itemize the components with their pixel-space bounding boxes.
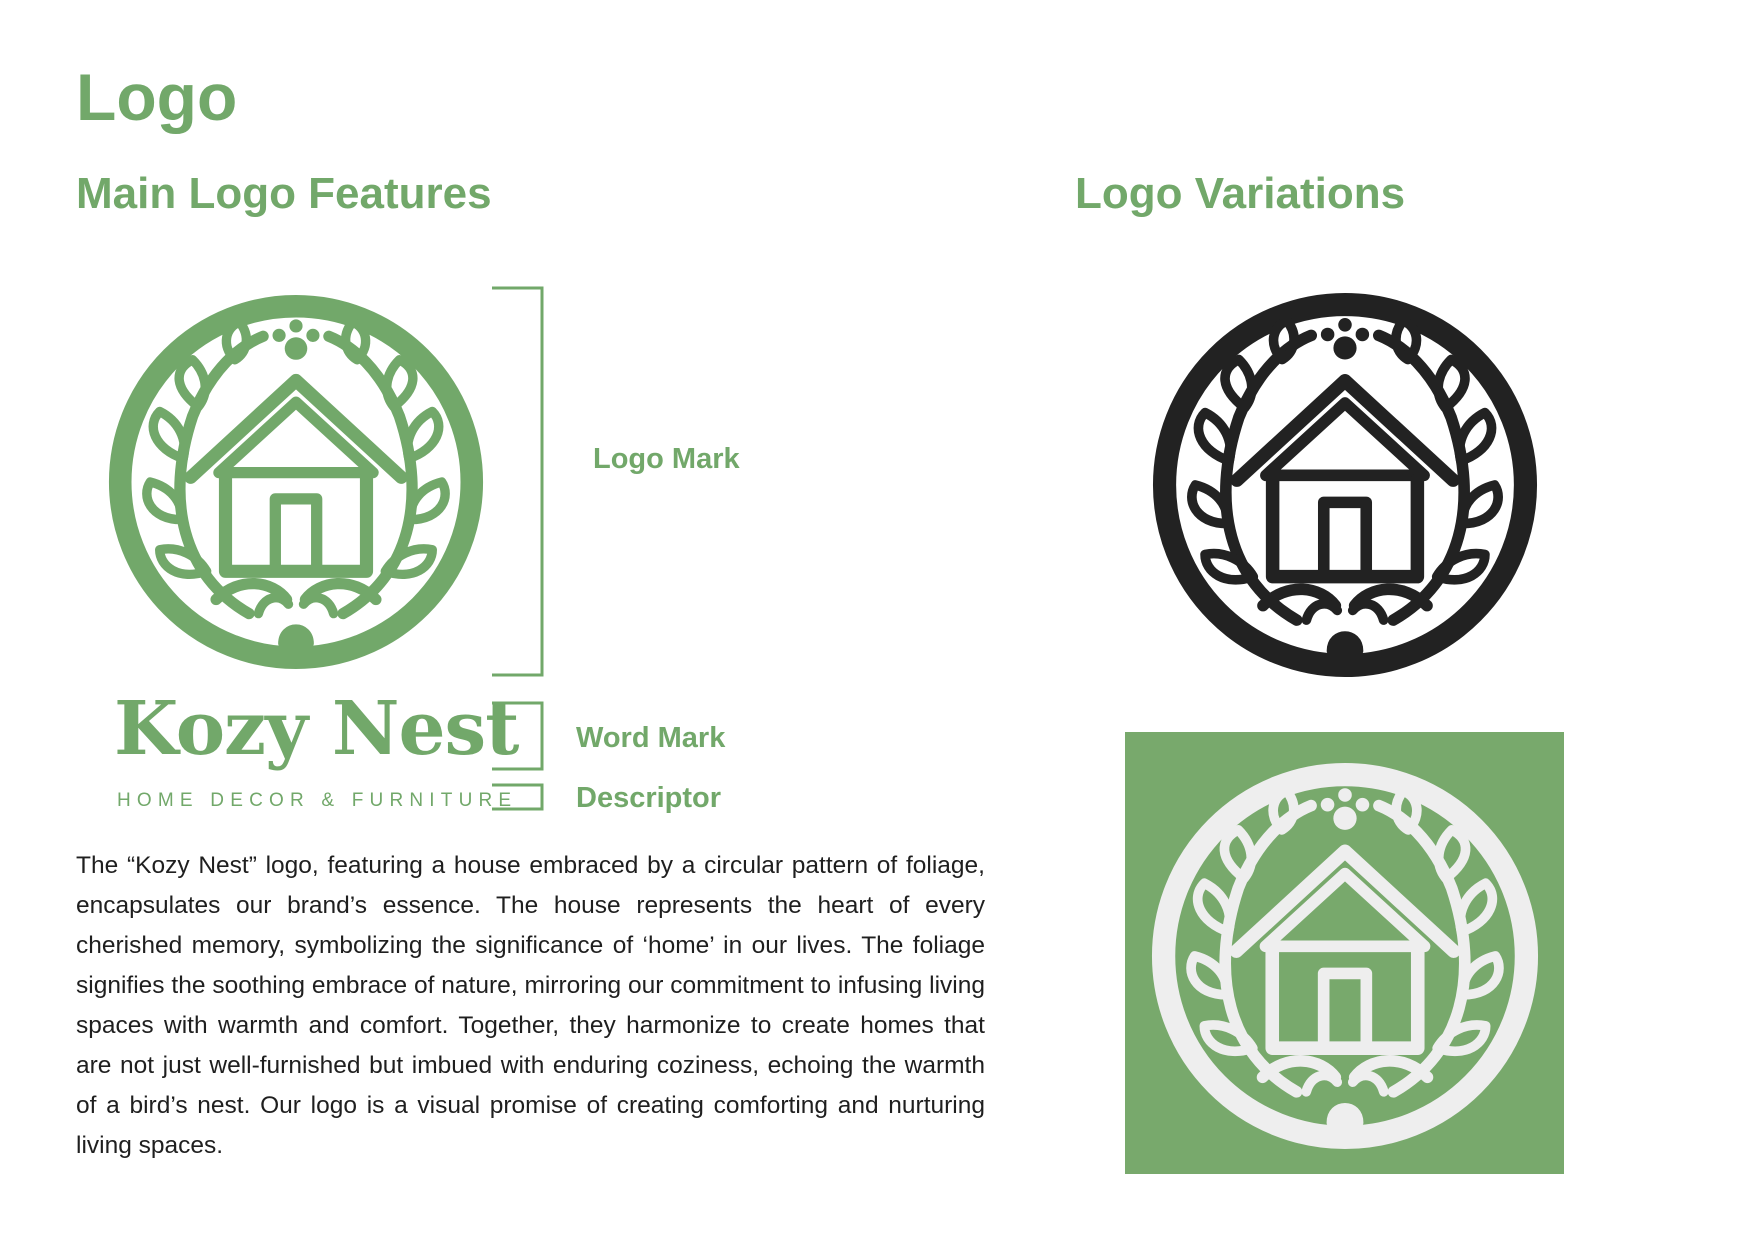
logo-mark-bracket <box>492 288 542 675</box>
green-background-tile <box>1125 732 1564 1174</box>
descriptor-bracket <box>492 785 542 809</box>
descriptor-label: Descriptor <box>576 782 722 814</box>
word-mark-bracket <box>492 703 542 769</box>
callout-brackets <box>490 285 550 815</box>
word-mark-label: Word Mark <box>576 722 726 754</box>
main-logo-features-heading: Main Logo Features <box>76 169 492 218</box>
house-in-foliage-wreath-icon <box>1152 292 1538 678</box>
page-title: Logo <box>76 60 238 134</box>
logo-mark-label: Logo Mark <box>593 443 740 475</box>
descriptor: HOME DECOR & FURNITURE <box>117 790 518 811</box>
house-in-foliage-wreath-icon <box>108 294 484 670</box>
word-mark: Kozy Nest <box>114 686 519 772</box>
house-in-foliage-wreath-icon <box>1151 762 1539 1150</box>
logo-variations-heading: Logo Variations <box>1075 169 1406 218</box>
logo-description: The “Kozy Nest” logo, featuring a house embraced by a circular pattern of foliage, encapsulates our brand’s essence. The house represents the heart of every cherished memory, symbolizing the significance of ‘home’ in our lives. The foliage signifies the soothing embrace of nature, mirroring our commitment to infusing living spaces with warmth and comfort. Together, they harmonize to create homes that are not just well-furnished but imbued with enduring coziness, echoing the warmth of a bird’s nest. Our logo is a visual promise of creating comforting and nurturing living spaces. <box>76 852 985 1159</box>
